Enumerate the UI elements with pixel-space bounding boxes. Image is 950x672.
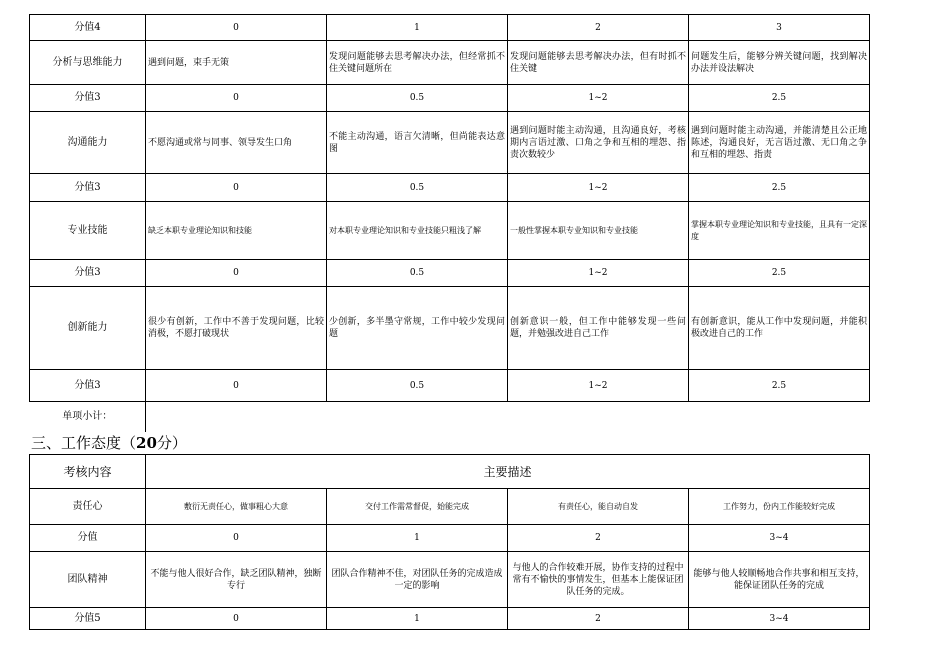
description-cell: 敷衍无责任心，做事粗心大意 (146, 489, 327, 525)
attitude-score-table (29, 454, 870, 630)
subtotal-label: 单项小计： (30, 402, 146, 432)
table-row (30, 370, 870, 402)
row-label: 分值3 (30, 174, 146, 202)
row-label: 专业技能 (30, 202, 146, 260)
description-cell: 遇到问题，束手无策 (146, 41, 327, 85)
score-cell: 1~2 (508, 370, 689, 402)
score-cell: 1~2 (508, 85, 689, 112)
score-cell: 3~4 (689, 608, 870, 630)
section-title-prefix: 三、工作态度（ (31, 434, 137, 452)
description-cell: 对本职专业理论知识和专业技能只粗浅了解 (327, 202, 508, 260)
row-label: 责任心 (30, 489, 146, 525)
description-cell: 与他人的合作较难开展，协作支持的过程中常有不愉快的事情发生，但基本上能保证团队任务的完成。 (508, 552, 689, 608)
score-cell: 2.5 (689, 174, 870, 202)
score-cell: 3~4 (689, 525, 870, 552)
score-cell: 2 (508, 15, 689, 41)
score-cell: 1 (327, 15, 508, 41)
description-cell: 团队合作精神不佳，对团队任务的完成造成一定的影响 (327, 552, 508, 608)
description-cell: 遇到问题时能主动沟通，并能清楚且公正地陈述，沟通良好，无言语过激、无口角之争和互相的埋怨、指责 (689, 112, 870, 174)
description-cell: 很少有创新，工作中不善于发现问题，比较消极，不愿打破现状 (146, 287, 327, 370)
table-row (30, 202, 870, 260)
row-label: 分值3 (30, 370, 146, 402)
score-cell: 0 (146, 15, 327, 41)
score-cell: 0.5 (327, 85, 508, 112)
score-cell: 0.5 (327, 260, 508, 287)
table-row (30, 85, 870, 112)
row-label: 沟通能力 (30, 112, 146, 174)
table-row (30, 608, 870, 630)
description-cell: 发现问题能够去思考解决办法，但有时抓不住关键 (508, 41, 689, 85)
score-cell: 0 (146, 370, 327, 402)
ability-score-table (29, 14, 870, 432)
table-row (30, 525, 870, 552)
header-assessment-content: 考核内容 (30, 455, 146, 489)
score-cell: 3 (689, 15, 870, 41)
description-cell: 有创新意识，能从工作中发现问题，并能积极改进自己的工作 (689, 287, 870, 370)
table-row (30, 112, 870, 174)
score-cell: 1 (327, 525, 508, 552)
description-cell: 能够与他人较顺畅地合作共事和相互支持，能保证团队任务的完成 (689, 552, 870, 608)
score-cell: 1 (327, 608, 508, 630)
description-cell: 掌握本职专业理论知识和专业技能，且具有一定深度 (689, 202, 870, 260)
row-label: 分值4 (30, 15, 146, 41)
row-label: 分析与思维能力 (30, 41, 146, 85)
description-cell: 工作努力，份内工作能较好完成 (689, 489, 870, 525)
score-cell: 0.5 (327, 174, 508, 202)
description-cell: 不能主动沟通，语言欠清晰，但尚能表达意图 (327, 112, 508, 174)
score-cell: 0.5 (327, 370, 508, 402)
score-cell: 0 (146, 608, 327, 630)
table-row (30, 287, 870, 370)
description-cell: 一般性掌握本职专业知识和专业技能 (508, 202, 689, 260)
score-cell: 1~2 (508, 260, 689, 287)
row-label: 分值5 (30, 608, 146, 630)
score-cell: 2 (508, 525, 689, 552)
table-row (30, 41, 870, 85)
subtotal-row (30, 402, 870, 432)
table-header-row (30, 455, 870, 489)
row-label: 分值3 (30, 260, 146, 287)
row-label: 团队精神 (30, 552, 146, 608)
description-cell: 缺乏本职专业理论知识和技能 (146, 202, 327, 260)
description-cell: 问题发生后，能够分辨关键问题，找到解决办法并设法解决 (689, 41, 870, 85)
row-label: 创新能力 (30, 287, 146, 370)
table-row (30, 15, 870, 41)
section-title (31, 434, 187, 452)
description-cell: 创新意识一般，但工作中能够发现一些问题，并勉强改进自己工作 (508, 287, 689, 370)
score-cell: 0 (146, 174, 327, 202)
description-cell: 有责任心，能自动自发 (508, 489, 689, 525)
table-row (30, 174, 870, 202)
description-cell: 不愿沟通或常与同事、领导发生口角 (146, 112, 327, 174)
row-label: 分值 (30, 525, 146, 552)
row-label: 分值3 (30, 85, 146, 112)
description-cell: 遇到问题时能主动沟通，且沟通良好，考核期内言语过激、口角之争和互相的埋怨、指责次数较少 (508, 112, 689, 174)
score-cell: 2 (508, 608, 689, 630)
score-cell: 2.5 (689, 85, 870, 112)
score-cell: 0 (146, 260, 327, 287)
score-cell: 0 (146, 85, 327, 112)
header-main-description: 主要描述 (146, 455, 870, 489)
description-cell: 少创新，多半墨守常规，工作中较少发现问题 (327, 287, 508, 370)
description-cell: 发现问题能够去思考解决办法，但经常抓不住关键问题所在 (327, 41, 508, 85)
score-cell: 2.5 (689, 370, 870, 402)
subtotal-value-cell[interactable] (146, 402, 870, 432)
score-cell: 2.5 (689, 260, 870, 287)
score-cell: 1~2 (508, 174, 689, 202)
table-row (30, 489, 870, 525)
description-cell: 交付工作需常督促，始能完成 (327, 489, 508, 525)
section-title-suffix: 分） (156, 434, 187, 452)
score-cell: 0 (146, 525, 327, 552)
description-cell: 不能与他人很好合作，缺乏团队精神，独断专行 (146, 552, 327, 608)
table-row (30, 260, 870, 287)
table-row (30, 552, 870, 608)
section-title-score: 20 (136, 434, 157, 452)
